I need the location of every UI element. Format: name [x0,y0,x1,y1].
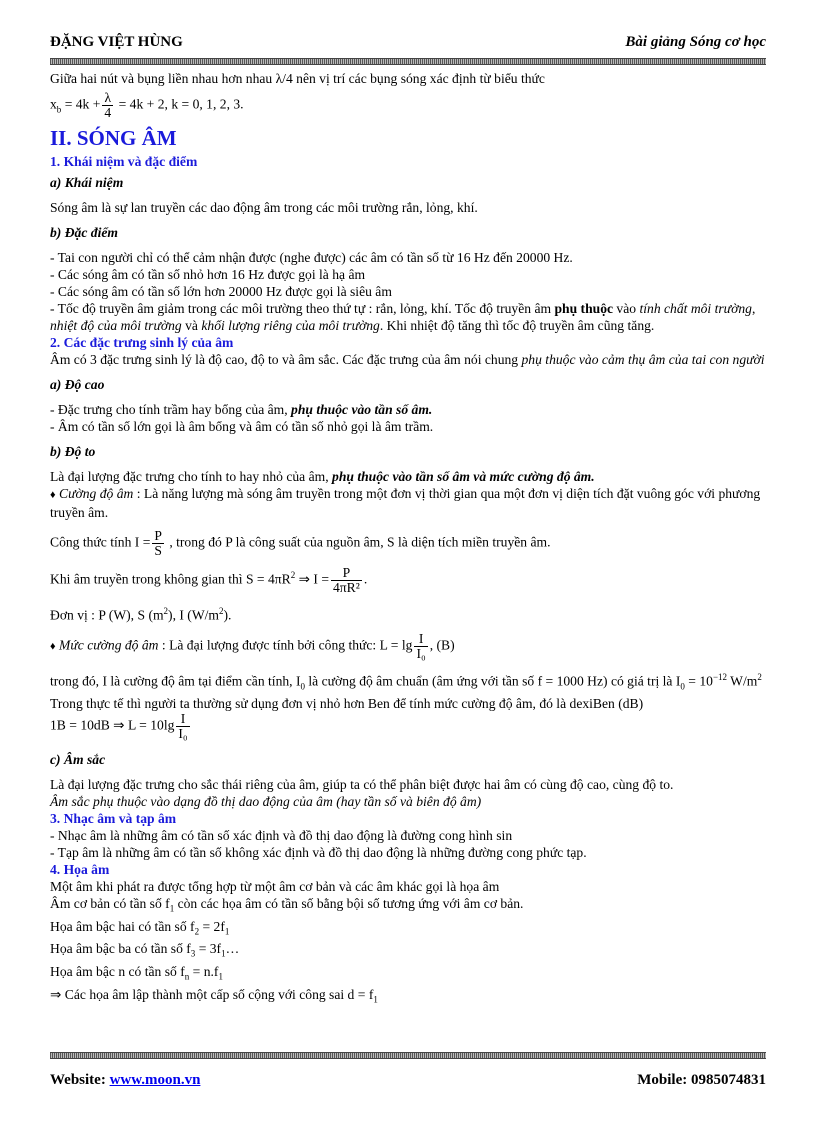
footer-rule [50,1052,766,1059]
s1a-title: a) Khái niệm [50,175,124,190]
diamond-icon: ♦ [50,640,56,653]
s1b-line4: - Tốc độ truyền âm giảm trong các môi trường theo thứ tự : rắn, lỏng, khí. Tốc độ truyền âm phụ thuộc vào tính chất môi trường, nhiệt độ của môi trường và khối lượng riêng của môi trường. Khi nhiệt độ tăng thì tốc độ truyền âm cũng tăng. [50,301,756,333]
page-header [50,34,766,54]
s2b-line2: ♦ Cường độ âm : Là năng lượng mà sóng âm truyền trong một đơn vị thời gian qua một đơn vị diện tích đặt vuông góc với phương truyền âm. [50,486,761,520]
header-title: Bài giảng Sóng cơ học [625,34,766,50]
s2b-line7: trong đó, I là cường độ âm tại điểm cần tính, $I_0$ là cường độ âm chuẩn (âm ứng với tần số f = 1000 Hz) có giá trị là $I_0 = 10^{-12}$ $W/m^2$ [50,671,762,691]
s2b-line1: Là đại lượng đặc trưng cho tính to hay nhỏ của âm, phụ thuộc vào tần số âm và mức cường độ âm. [50,469,595,484]
fraction: $\frac{\lambda}{4}$ [104,90,112,120]
s1b-line2: - Các sóng âm có tần số nhỏ hơn 16 Hz được gọi là hạ âm [50,267,366,282]
s2c-title: c) Âm sắc [50,751,106,767]
s4-line2: Âm cơ bản có tần số $f_1$ còn các họa âm có tần số bằng bội số tương ứng với âm cơ bản. [50,895,524,914]
s2b-title: b) Độ to [50,444,96,459]
s2a-line1: - Đặc trưng cho tính trầm hay bổng của âm, phụ thuộc vào tần số âm. [50,402,433,417]
diamond-icon: ♦ [50,489,56,501]
fraction: $\frac{P}{\text{4πR²}}$ [333,565,360,595]
footer-website: Website: www.moon.vn [50,1072,201,1088]
section-title: II. SÓNG ÂM [50,126,177,150]
s4-line5: Họa âm bậc n có tần số $f_n = n.f_1$ [50,963,223,982]
page [50,0,766,1123]
s1b-line1: - Tai con người chỉ có thể cảm nhận được (nghe được) các âm có tần số từ 16 Hz đến 20000 Hz. [50,250,573,265]
s2b-line8: Trong thực tế thì người ta thường sử dụng đơn vị nhỏ hơn Ben để tính mức cường độ âm, đó là dexiBen (dB) [50,695,644,711]
s2b-line3: Công thức tính I = $\frac{P}{S}$ , trong đó P là công suất của nguồn âm, S là diện tích miền truyền âm. [50,528,551,558]
fraction: $\frac{I}{\text{I₀}}$ [178,710,188,741]
fraction: $\frac{I}{\text{I₀}}$ [416,630,426,661]
s2c-line2: Âm sắc phụ thuộc vào dạng đồ thị dao động của âm (hay tần số và biên độ âm) [50,793,482,809]
s3-line2: - Tạp âm là những âm có tần số không xác định và đồ thị dao động là những đường cong phức tạp. [50,844,587,860]
website-link[interactable]: www.moon.vn [109,1072,201,1088]
intro-formula: $x_b = 4k$ + $\frac{\lambda}{4}$ = 4k + 2, k = 0, 1, 2, 3. [50,90,244,120]
s2c-line1: Là đại lượng đặc trưng cho sắc thái riêng của âm, giúp ta có thể phân biệt được hai âm có cùng độ cao, cùng độ to. [50,776,674,792]
s2b-line6: ♦ Mức cường độ âm : Là đại lượng được tính bởi công thức: L = lg $\frac{I}{\text{I₀}}$ , (B) [50,630,455,661]
footer-mobile: Mobile: 0985074831 [637,1072,766,1088]
header-author: ĐẶNG VIỆT HÙNG [50,34,183,50]
intro-line: Giữa hai nút và bụng liền nhau hơn nhau λ/4 nên vị trí các bụng sóng xác định từ biểu thức [50,71,545,86]
s1-title: 1. Khái niệm và đặc điểm [50,154,198,169]
s4-title: 4. Họa âm [50,861,110,877]
s4-line3: Họa âm bậc hai có tần số $f_2 = 2f_1$ [50,918,230,937]
s2a-title: a) Độ cao [50,377,105,392]
document-body [50,70,766,1008]
fraction: $\frac{P}{S}$ [154,528,162,558]
s2b-line4: Khi âm truyền trong không gian thì $S = 4\pi R^2$ ⇒ I = $\frac{P}{\text{4πR²}}$ . [50,565,368,595]
s4-line1: Một âm khi phát ra được tổng hợp từ một âm cơ bản và các âm khác gọi là họa âm [50,878,500,894]
s1a-text: Sóng âm là sự lan truyền các dao động âm trong các môi trường rắn, lỏng, khí. [50,200,478,215]
s1b-title: b) Đặc điểm [50,225,118,240]
s3-title: 3. Nhạc âm và tạp âm [50,810,177,826]
s3-line1: - Nhạc âm là những âm có tần số xác định và đồ thị dao động là đường cong hình sin [50,827,513,843]
s2-title: 2. Các đặc trưng sinh lý của âm [50,335,234,350]
s2-intro: Âm có 3 đặc trưng sinh lý là độ cao, độ to và âm sắc. Các đặc trưng của âm nói chung phụ thuộc vào cảm thụ âm của tai con người [50,352,765,367]
s2b-line9: 1B = 10dB ⇒ L = 10lg $\frac{I}{\text{I₀}}$ [50,710,188,741]
s2a-line2: - Âm có tần số lớn gọi là âm bổng và âm có tần số nhỏ gọi là âm trầm. [50,419,434,434]
s4-line4: Họa âm bậc ba có tần số $f_3$ = $3f_1\dots$ [50,941,240,959]
s1b-line3: - Các sóng âm có tần số lớn hơn 20000 Hz được gọi là siêu âm [50,284,392,299]
s4-line6: ⇒ Các họa âm lập thành một cấp số cộng với công sai $d = f_1$ [50,986,378,1005]
s2b-line5: Đơn vị : P (W), S $(m^2)$, I $(W/m^2)$. [50,606,232,623]
header-rule [50,58,766,65]
